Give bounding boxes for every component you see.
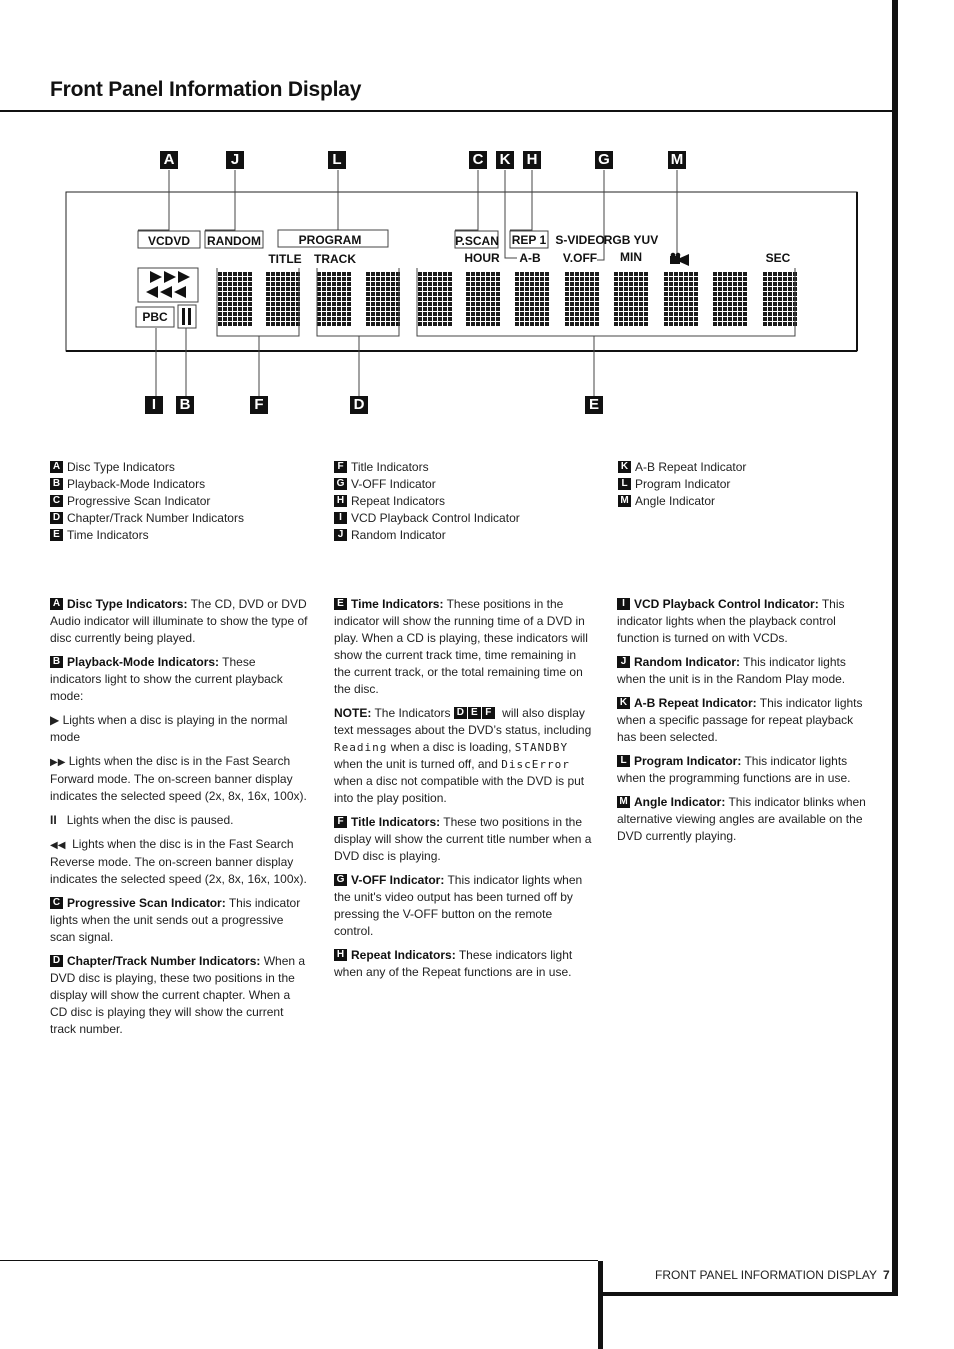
- digit-matrix: [418, 272, 452, 326]
- legend-item: D Chapter/Track Number Indicators: [50, 510, 244, 527]
- badge-d-bottom: D: [350, 396, 368, 414]
- label-svideo: S-VIDEO: [555, 233, 605, 247]
- legend-item: K A-B Repeat Indicator: [618, 459, 746, 476]
- legend-item: H Repeat Indicators: [334, 493, 520, 510]
- fast-forward-icon: ▶▶: [50, 757, 66, 768]
- badge-h-top: H: [523, 151, 541, 169]
- desc-a: A Disc Type Indicators: The CD, DVD or DVD Audio indicator will illuminate to show the type of disc currently being played.: [50, 597, 308, 645]
- desc-d: D Chapter/Track Number Indicators: When a DVD disc is playing, these two positions in the display will show the current chapter. When a CD disc is playing they will show the current track number.: [50, 954, 306, 1036]
- label-ab: A-B: [519, 251, 541, 265]
- description-col-1: [50, 596, 308, 1045]
- label-min: MIN: [620, 250, 642, 264]
- desc-f: F Title Indicators: These two positions in the display will show the current title number when a DVD disc is playing.: [334, 815, 592, 863]
- legend-col-1: [50, 459, 244, 544]
- footer-section: FRONT PANEL INFORMATION DISPLAY: [655, 1268, 878, 1282]
- digit-matrix: [614, 272, 648, 326]
- badge-f-bottom: F: [250, 396, 268, 414]
- badge-l-top: L: [328, 151, 346, 169]
- label-random: RANDOM: [207, 234, 261, 248]
- legend-item: M Angle Indicator: [618, 493, 746, 510]
- digit-matrix: [366, 272, 400, 326]
- legend-item: E Time Indicators: [50, 527, 244, 544]
- label-rgbyuv: RGB YUV: [603, 233, 659, 247]
- desc-e: E Time Indicators: These positions in the indicator will show the running time of a DVD in play. When a CD is playing, these indicators will show the current track time, time remaining in the current track, or the total remaining time on the disc.: [334, 597, 588, 696]
- footer-vertical-bar: [598, 1261, 603, 1349]
- label-pbc: PBC: [142, 310, 168, 324]
- front-panel-diagram: [0, 0, 954, 420]
- digit-matrix: [218, 272, 252, 326]
- desc-m: M Angle Indicator: This indicator blinks when alternative viewing angles are available on the DVD currently playing.: [617, 795, 866, 843]
- pause-icon: II: [50, 813, 57, 827]
- badge-e-bottom: E: [585, 396, 603, 414]
- desc-c: C Progressive Scan Indicator: This indicator lights when the unit sends out a progressive scan signal.: [50, 896, 301, 944]
- desc-j: J Random Indicator: This indicator lights when the unit is in the Random Play mode.: [617, 655, 846, 686]
- badge-b-bottom: B: [176, 396, 194, 414]
- badge-i-bottom: I: [145, 396, 163, 414]
- legend-item: C Progressive Scan Indicator: [50, 493, 244, 510]
- label-program: PROGRAM: [298, 233, 362, 247]
- badge-c-top: C: [469, 151, 487, 169]
- desc-note: NOTE: The Indicators D E F will also display text messages about the DVD’s status, including Reading when a disc is loading, STANDBY when the unit is turned off, and DiscError when a disc not compatible with the DVD is put into the play position.: [334, 706, 592, 805]
- desc-k: K A-B Repeat Indicator: This indicator lights when a specific passage for repeat playback has been selected.: [617, 696, 863, 744]
- badge-k-top: K: [496, 151, 514, 169]
- desc-b-play: ▶ Lights when a disc is playing in the normal mode: [50, 713, 288, 744]
- segment-digits: [218, 272, 797, 326]
- rewind-icon: ◀◀: [50, 840, 66, 851]
- label-voff: V.OFF: [562, 251, 598, 265]
- desc-g: G V-OFF Indicator: This indicator lights when the unit's video output has been turned off by pressing the V-OFF button on the remote control.: [334, 873, 583, 938]
- legend-item: L Program Indicator: [618, 476, 746, 493]
- desc-b-pause: II Lights when the disc is paused.: [50, 813, 234, 827]
- desc-b-rew: ◀◀ Lights when the disc is in the Fast Search Reverse mode. The on-screen banner display indicates the selected speed (2x, 8x, 16x, 100x).: [50, 837, 307, 886]
- legend-item: I VCD Playback Control Indicator: [334, 510, 520, 527]
- footer-rule: [0, 1260, 598, 1261]
- desc-b-ffwd: ▶▶ Lights when the disc is in the Fast Search Forward mode. The on-screen banner display indicates the selected speed (2x, 8x, 16x, 100x).: [50, 754, 307, 803]
- label-rep1: REP 1: [511, 233, 547, 247]
- play-icon: ▶: [50, 713, 60, 727]
- legend-item: A Disc Type Indicators: [50, 459, 244, 476]
- page-title: Front Panel Information Display: [50, 78, 362, 101]
- digit-matrix: [466, 272, 500, 326]
- label-vcdvd: VCDVD: [147, 234, 191, 248]
- badge-j-top: J: [226, 151, 244, 169]
- desc-i: I VCD Playback Control Indicator: This indicator lights when the playback control function is turned on with VCDs.: [617, 597, 845, 645]
- legend-item: G V-OFF Indicator: [334, 476, 520, 493]
- badge-g-top: G: [595, 151, 613, 169]
- digit-matrix: [266, 272, 300, 326]
- digit-matrix: [763, 272, 797, 326]
- label-sec: SEC: [765, 251, 791, 265]
- digit-matrix: [664, 272, 698, 326]
- legend-col-2: [334, 459, 520, 544]
- digit-matrix: [713, 272, 747, 326]
- display-frame: [66, 192, 857, 351]
- digit-matrix: [317, 272, 351, 326]
- badge-a-top: A: [160, 151, 178, 169]
- page-number: 7: [883, 1268, 890, 1282]
- label-pscan: P.SCAN: [455, 234, 499, 248]
- label-title: TITLE: [268, 252, 302, 266]
- label-track: TRACK: [314, 252, 356, 266]
- badge-m-top: M: [668, 151, 686, 169]
- legend-item: B Playback-Mode Indicators: [50, 476, 244, 493]
- page-footer: [655, 1268, 890, 1282]
- desc-b: B Playback-Mode Indicators: These indicators light to show the current playback mode:: [50, 655, 283, 703]
- footer-horizontal-bar: [598, 1292, 898, 1296]
- label-hour: HOUR: [464, 251, 500, 265]
- desc-l: L Program Indicator: This indicator lights when the programming functions are in use.: [617, 754, 851, 785]
- description-col-2: [334, 596, 592, 988]
- digit-matrix: [515, 272, 549, 326]
- legend-col-3: [618, 459, 746, 510]
- description-col-3: [617, 596, 875, 852]
- desc-h: H Repeat Indicators: These indicators light when any of the Repeat functions are in use.: [334, 948, 573, 979]
- digit-matrix: [565, 272, 599, 326]
- legend-item: F Title Indicators: [334, 459, 520, 476]
- angle-camera-icon: [670, 253, 689, 266]
- legend-item: J Random Indicator: [334, 527, 520, 544]
